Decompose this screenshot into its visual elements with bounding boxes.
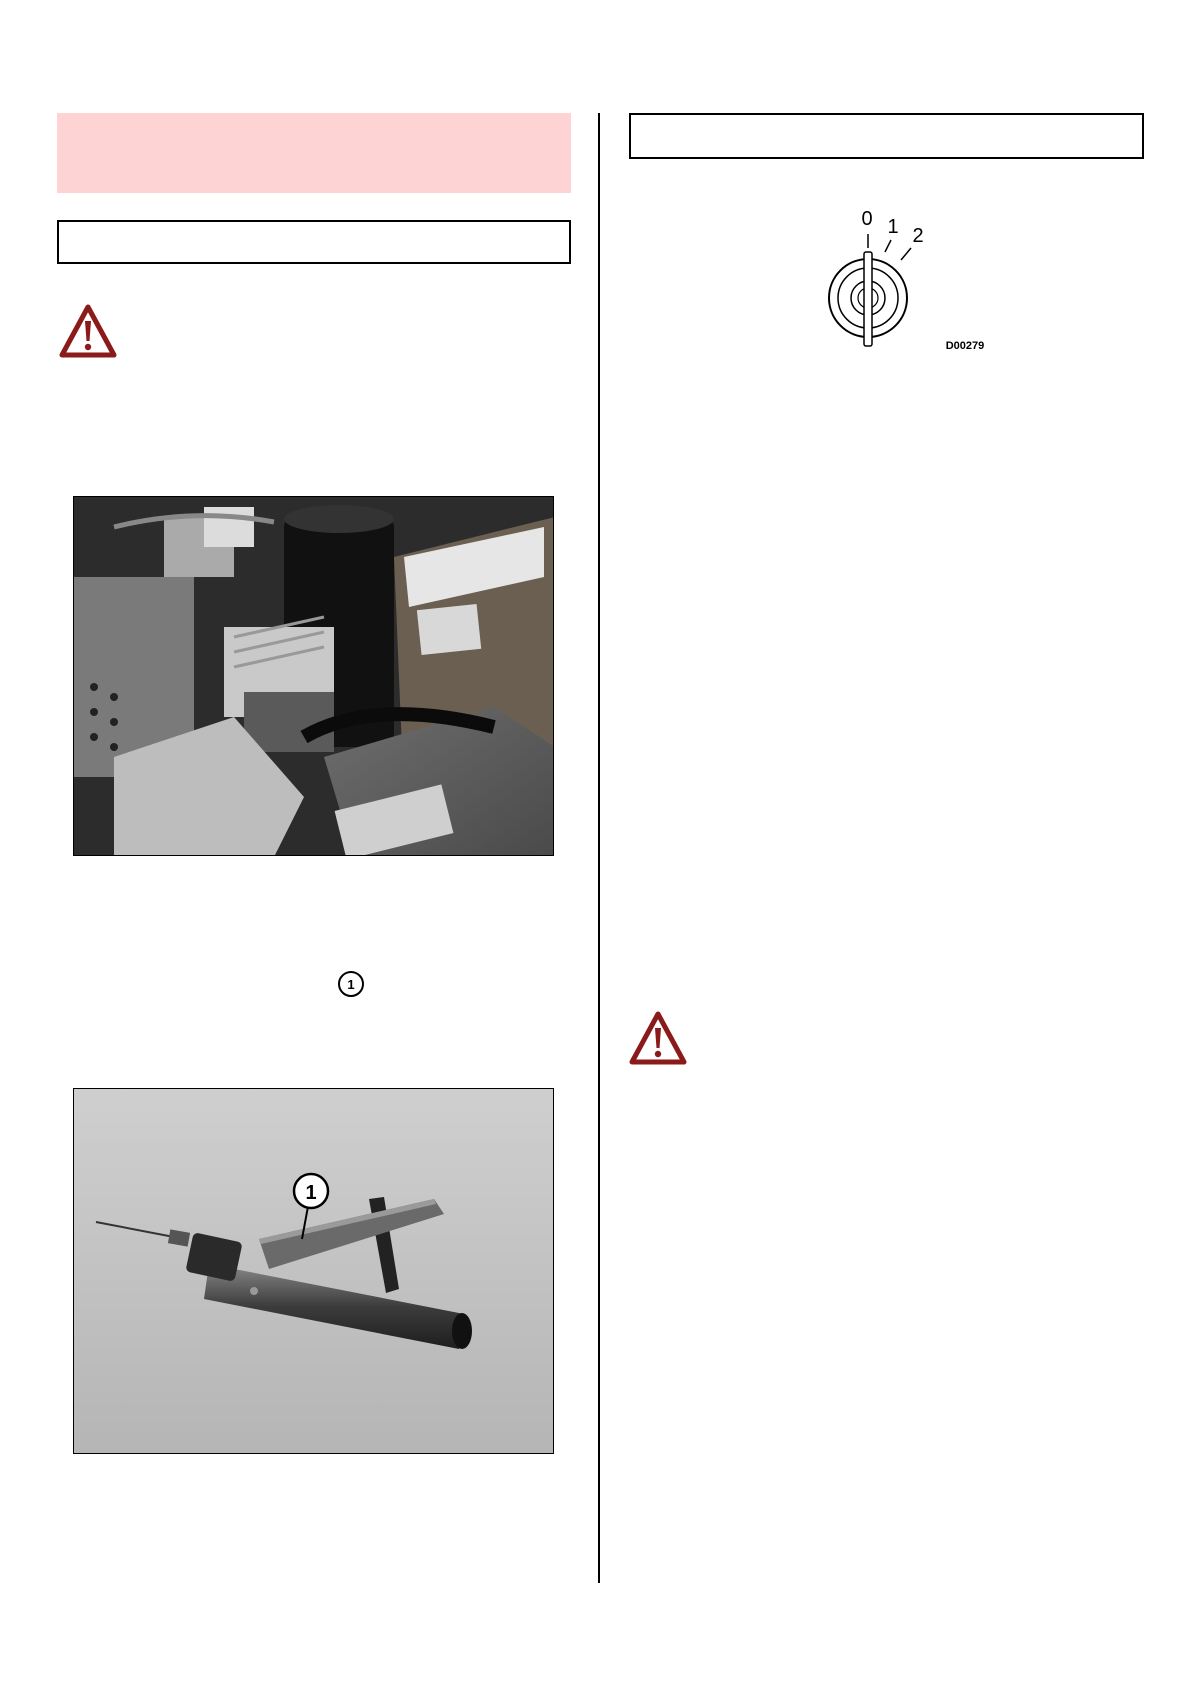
section-header-box-right (629, 113, 1144, 159)
callout-number-icon (337, 970, 365, 998)
inline-callout-number: 1 (347, 977, 355, 992)
engine-photo (73, 496, 554, 856)
section-header-box-left (57, 220, 571, 264)
column-divider (598, 113, 600, 1583)
ignition-position-2: 2 (912, 225, 924, 247)
ignition-position-1: 1 (887, 216, 899, 238)
warning-triangle-icon (628, 1010, 688, 1066)
section-title-band (57, 113, 571, 193)
warning-triangle-icon (58, 303, 118, 359)
ignition-switch-diagram (815, 205, 1015, 365)
tool-callout-number: 1 (305, 1182, 317, 1204)
figure-code-label: D00279 (945, 340, 985, 352)
tool-photo (73, 1088, 554, 1454)
ignition-position-0: 0 (861, 208, 873, 230)
